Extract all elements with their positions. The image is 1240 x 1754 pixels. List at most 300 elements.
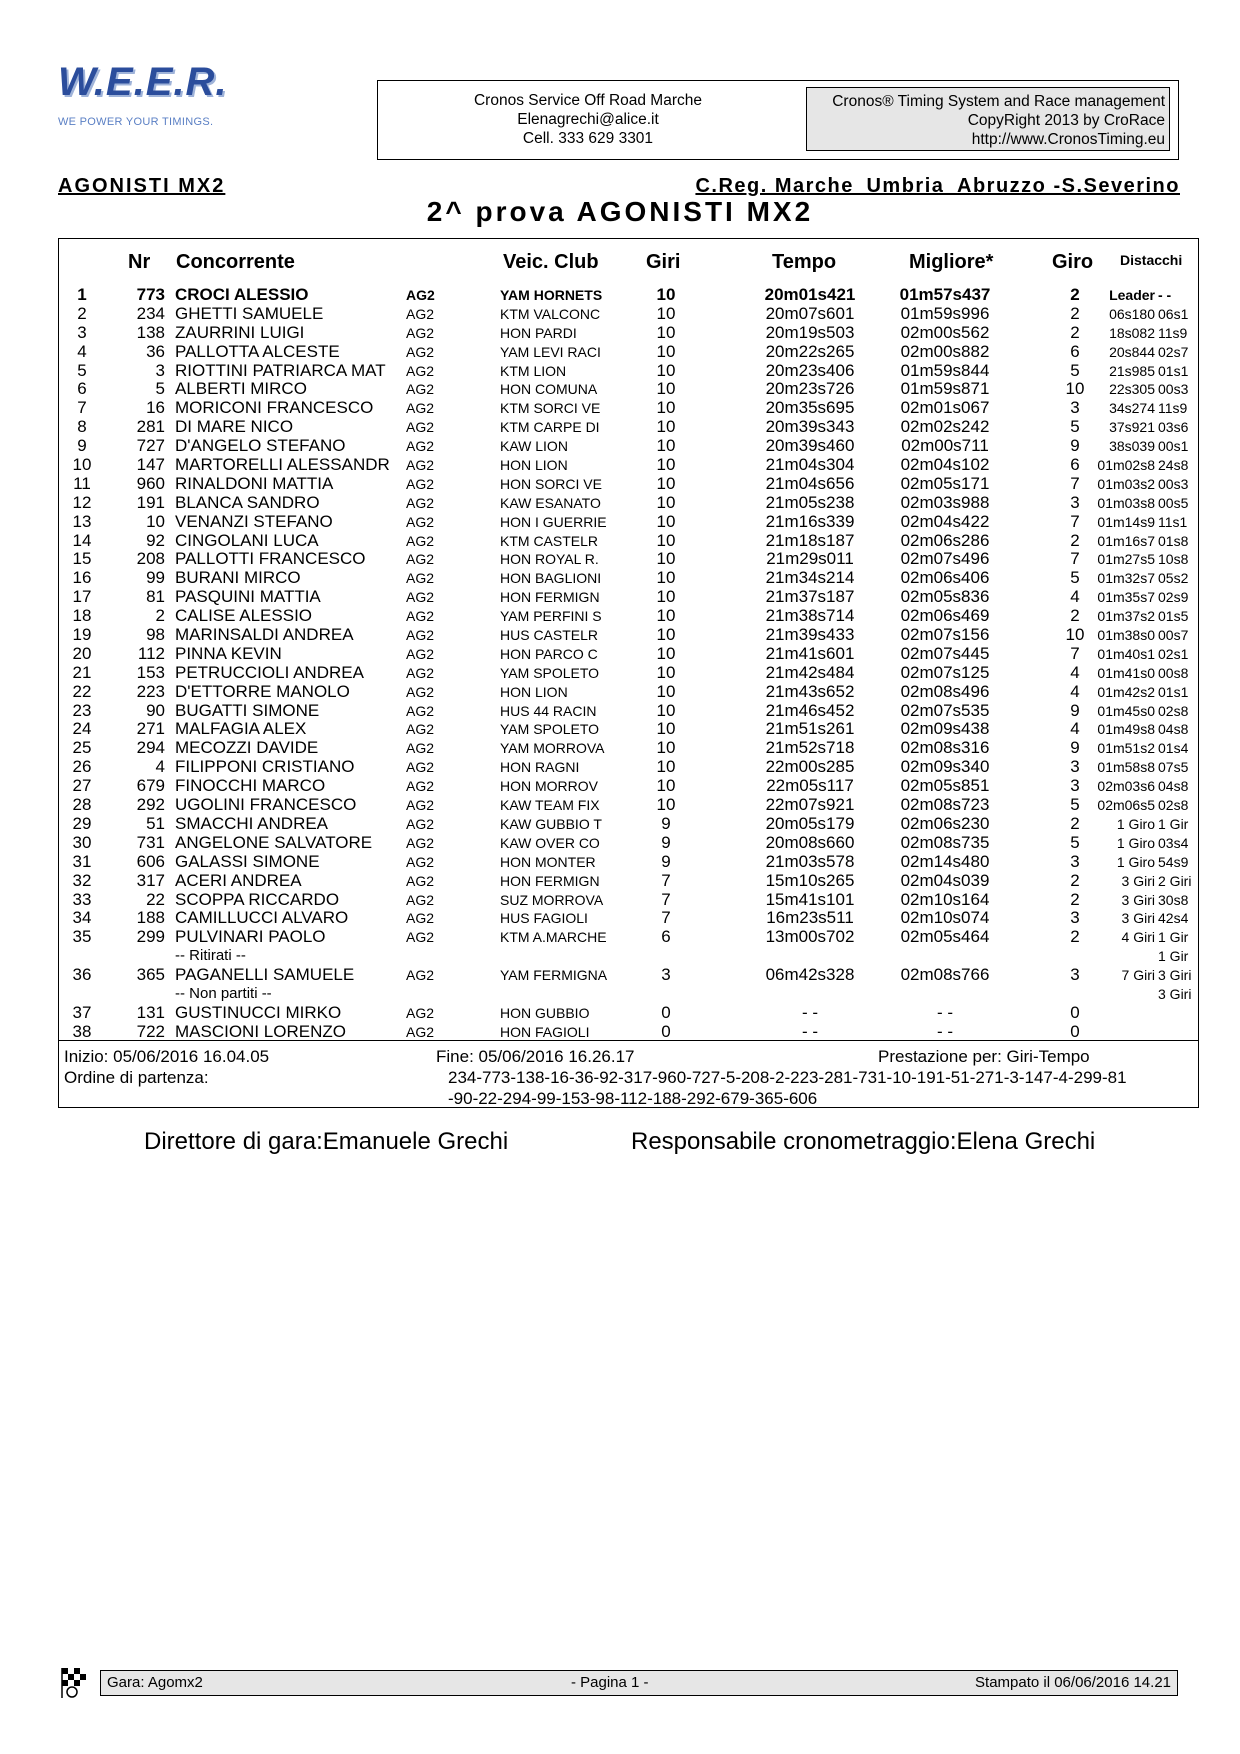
row-best-lap-no: 3 <box>1070 757 1080 777</box>
row-number: 90 <box>146 700 165 720</box>
row-club: HUS 44 RACIN <box>500 702 597 719</box>
organizer-phone: Cell. 333 629 3301 <box>522 130 654 147</box>
table-row <box>0 324 1240 343</box>
row-time: 21m43s652 <box>765 681 855 701</box>
row-best-lap: 02m07s156 <box>900 625 990 645</box>
row-number: 147 <box>136 455 165 475</box>
row-best-lap: 02m07s535 <box>900 700 990 720</box>
start-order-label: Ordine di partenza: <box>64 1068 209 1087</box>
row-competitor: MARINSALDI ANDREA <box>175 625 354 645</box>
row-laps: 10 <box>656 795 676 815</box>
row-time: 21m37s187 <box>765 587 855 607</box>
row-time: 21m39s433 <box>765 625 855 645</box>
row-time: 20m39s343 <box>765 417 855 437</box>
row-competitor: VENANZI STEFANO <box>175 511 333 531</box>
row-best-lap-no: 10 <box>1065 625 1085 645</box>
row-best-lap: 02m10s164 <box>900 889 990 909</box>
row-category: AG2 <box>406 532 435 549</box>
row-gap-previous: 3 Giri <box>1158 967 1192 984</box>
row-competitor: PALLOTTA ALCESTE <box>175 341 340 361</box>
row-best-lap-no: 3 <box>1070 965 1080 985</box>
row-gap-leader: 01m49s8 <box>1097 721 1155 738</box>
row-time: 21m46s452 <box>765 700 855 720</box>
row-club: KTM LION <box>500 362 567 379</box>
row-category: AG2 <box>406 494 435 511</box>
start-order-line: 234-773-138-16-36-92-317-960-727-5-208-2-223-281-731-10-191-51-271-3-147-4-299-81 <box>448 1068 1127 1087</box>
row-club: HON PARDI <box>500 324 577 341</box>
row-best-lap-no: 9 <box>1070 738 1080 758</box>
row-best-lap: 02m07s445 <box>900 643 990 663</box>
row-time: 21m51s261 <box>765 719 855 739</box>
row-laps: 10 <box>656 757 676 777</box>
row-position: 27 <box>72 776 92 796</box>
row-gap-previous: 04s8 <box>1158 778 1189 795</box>
row-number: 606 <box>136 851 165 871</box>
row-laps: 6 <box>661 927 671 947</box>
row-gap-leader: 06s180 <box>1109 305 1155 322</box>
row-number: 131 <box>136 1002 165 1022</box>
table-row <box>0 664 1240 683</box>
row-competitor: UGOLINI FRANCESCO <box>175 795 357 815</box>
row-laps: 10 <box>656 681 676 701</box>
row-position: 12 <box>72 492 92 512</box>
row-gap-previous: 00s1 <box>1158 438 1189 455</box>
table-row <box>0 928 1240 947</box>
row-gap-previous: 01s1 <box>1158 683 1189 700</box>
row-best-lap-no: 2 <box>1070 303 1080 323</box>
row-gap-leader: 02m06s5 <box>1097 797 1155 814</box>
row-position: 2 <box>77 303 87 323</box>
print-date: Stampato il 06/06/2016 14.21 <box>975 1674 1171 1691</box>
championship-label: C.Reg. Marche_Umbria_Abruzzo -S.Severino <box>695 175 1180 197</box>
row-time: 13m00s702 <box>765 927 855 947</box>
row-time: 16m23s511 <box>766 908 854 928</box>
row-best-lap-no: 10 <box>1065 379 1085 399</box>
row-gap-previous: 11s1 <box>1158 513 1188 530</box>
row-club: HON COMUNA <box>500 381 598 398</box>
row-competitor: MASCIONI LORENZO <box>175 1021 346 1041</box>
row-gap-leader: 01m32s7 <box>1097 570 1155 587</box>
row-laps: 10 <box>656 455 676 475</box>
row-laps: 10 <box>656 587 676 607</box>
row-position: 13 <box>72 511 92 531</box>
row-best-lap-no: 2 <box>1070 322 1080 342</box>
row-gap-leader: 01m02s8 <box>1097 457 1155 474</box>
row-position: 15 <box>72 549 92 569</box>
row-gap-leader: 01m51s2 <box>1097 740 1155 757</box>
row-gap-leader: 20s844 <box>1109 343 1155 360</box>
row-number: 773 <box>136 285 165 304</box>
row-number: 731 <box>136 832 165 852</box>
row-number: 234 <box>136 303 165 323</box>
row-best-lap-no: 3 <box>1070 492 1080 512</box>
race-end: Fine: 05/06/2016 16.26.17 <box>436 1047 635 1066</box>
table-row <box>0 513 1240 532</box>
table-row <box>0 418 1240 437</box>
row-number: 16 <box>146 398 165 418</box>
row-competitor: BURANI MIRCO <box>175 568 301 588</box>
row-category: AG2 <box>406 664 435 681</box>
table-row <box>0 343 1240 362</box>
row-laps: 10 <box>656 473 676 493</box>
table-row <box>0 305 1240 324</box>
row-best-lap-no: 7 <box>1070 643 1080 663</box>
row-category: AG2 <box>406 929 435 946</box>
row-competitor: GHETTI SAMUELE <box>175 303 324 323</box>
row-number: 3 <box>155 360 165 380</box>
row-laps: 10 <box>656 738 676 758</box>
row-laps: 10 <box>656 700 676 720</box>
row-number: 191 <box>136 492 165 512</box>
col-migliore: Migliore* <box>909 251 994 273</box>
row-club: YAM FERMIGNA <box>500 967 608 984</box>
row-position: 21 <box>72 662 92 682</box>
row-time: 21m29s011 <box>766 549 854 569</box>
row-category: AG2 <box>406 721 435 738</box>
row-laps: 10 <box>656 530 676 550</box>
row-number: 81 <box>146 587 165 607</box>
row-position: 38 <box>72 1021 92 1041</box>
table-row <box>0 532 1240 551</box>
row-number: 99 <box>146 568 165 588</box>
row-best-lap: 02m06s230 <box>900 813 990 833</box>
row-number: 271 <box>136 719 165 739</box>
row-laps: 7 <box>661 908 671 928</box>
row-best-lap: 02m06s286 <box>900 530 990 550</box>
table-row <box>0 1004 1240 1023</box>
row-time: 21m04s656 <box>765 473 855 493</box>
row-position: 5 <box>77 360 87 380</box>
table-row <box>0 1023 1240 1042</box>
row-laps: 10 <box>656 322 676 342</box>
row-number: 679 <box>136 776 165 796</box>
row-best-lap: - - <box>936 1002 954 1022</box>
row-category: AG2 <box>406 457 435 474</box>
row-best-lap-no: 2 <box>1070 606 1080 626</box>
checkered-flag-icon <box>58 1664 94 1700</box>
row-position: 25 <box>72 738 92 758</box>
row-category: AG2 <box>406 683 435 700</box>
row-gap-leader: 01m37s2 <box>1097 608 1155 625</box>
row-best-lap-no: 9 <box>1070 436 1080 456</box>
col-giri: Giri <box>646 251 681 273</box>
col-tempo: Tempo <box>772 251 837 273</box>
row-gap-previous: 30s8 <box>1158 891 1189 908</box>
row-competitor: GUSTINUCCI MIRKO <box>175 1002 342 1022</box>
row-best-lap: 02m08s766 <box>900 965 990 985</box>
section-label-row <box>0 947 1240 966</box>
category-label: AGONISTI MX2 <box>58 175 226 197</box>
row-laps: 10 <box>656 360 676 380</box>
row-position: 20 <box>72 643 92 663</box>
row-best-lap-no: 3 <box>1070 851 1080 871</box>
table-row <box>0 626 1240 645</box>
table-row <box>0 362 1240 381</box>
row-club: KAW TEAM FIX <box>500 797 600 814</box>
row-position: 33 <box>72 889 92 909</box>
row-number: 223 <box>136 681 165 701</box>
row-laps: 10 <box>656 776 676 796</box>
row-position: 24 <box>72 719 92 739</box>
row-gap-previous: 02s8 <box>1158 797 1189 814</box>
row-gap-previous: 02s8 <box>1158 702 1189 719</box>
row-best-lap-no: 2 <box>1070 285 1080 304</box>
results-table <box>0 286 1240 1042</box>
row-gap-previous: 01s4 <box>1158 740 1189 757</box>
row-gap-leader: 01m41s0 <box>1097 664 1155 681</box>
row-category: AG2 <box>406 967 435 984</box>
row-time: 20m19s503 <box>765 322 855 342</box>
row-best-lap-no: 3 <box>1070 776 1080 796</box>
row-best-lap-no: 5 <box>1070 417 1080 437</box>
row-competitor: D'ETTORRE MANOLO <box>175 681 350 701</box>
row-laps: 3 <box>661 965 671 985</box>
row-category: AG2 <box>406 797 435 814</box>
start-order <box>448 1067 1208 1109</box>
row-competitor: MORICONI FRANCESCO <box>175 398 374 418</box>
table-row <box>0 494 1240 513</box>
row-best-lap-no: 5 <box>1070 795 1080 815</box>
row-best-lap: - - <box>936 1021 954 1041</box>
row-gap-previous: 01s8 <box>1158 532 1189 549</box>
row-gap-previous: 10s8 <box>1158 551 1189 568</box>
row-laps: 10 <box>656 285 676 304</box>
section-label-row <box>0 985 1240 1004</box>
timing-manager: Responsabile cronometraggio:Elena Grechi <box>631 1128 1096 1155</box>
row-gap-previous: 00s7 <box>1158 627 1189 644</box>
row-club: HON FAGIOLI <box>500 1023 590 1040</box>
row-time: 20m35s695 <box>765 398 855 418</box>
row-category: AG2 <box>406 778 435 795</box>
row-best-lap: 02m10s074 <box>900 908 990 928</box>
row-number: 51 <box>146 813 165 833</box>
row-best-lap: 02m08s496 <box>900 681 990 701</box>
row-category: AG2 <box>406 343 435 360</box>
row-best-lap-no: 2 <box>1070 530 1080 550</box>
row-position: 30 <box>72 832 92 852</box>
section-label: -- Non partiti -- <box>175 984 272 1002</box>
row-best-lap-no: 6 <box>1070 341 1080 361</box>
row-gap-previous: 01s1 <box>1158 362 1189 379</box>
row-gap-leader: 01m42s2 <box>1097 683 1155 700</box>
row-club: HON SORCI VE <box>500 475 602 492</box>
row-time: 15m10s265 <box>765 870 855 890</box>
row-gap-leader: 01m38s0 <box>1097 627 1155 644</box>
col-giro: Giro <box>1052 251 1094 273</box>
row-time: 21m16s339 <box>765 511 855 531</box>
row-competitor: PULVINARI PAOLO <box>175 927 326 947</box>
row-time: 21m03s578 <box>765 851 855 871</box>
row-gap-previous: 04s8 <box>1158 721 1189 738</box>
row-category: AG2 <box>406 400 435 417</box>
row-category: AG2 <box>406 834 435 851</box>
row-gap-previous: 1 Gir <box>1158 929 1189 946</box>
row-gap-leader: 1 Giro <box>1116 853 1155 870</box>
row-position: 11 <box>73 473 91 493</box>
row-gap-leader: 3 Giri <box>1121 872 1155 889</box>
row-position: 28 <box>72 795 92 815</box>
row-laps: 10 <box>656 568 676 588</box>
row-gap-leader: 18s082 <box>1109 324 1155 341</box>
row-time: 20m01s421 <box>764 285 856 304</box>
row-best-lap-no: 3 <box>1070 908 1080 928</box>
row-gap-previous: 02s1 <box>1158 645 1189 662</box>
row-laps: 10 <box>656 549 676 569</box>
row-best-lap-no: 2 <box>1070 927 1080 947</box>
row-competitor: PAGANELLI SAMUELE <box>175 965 355 985</box>
row-best-lap: 02m00s882 <box>900 341 990 361</box>
row-position: 8 <box>77 417 87 437</box>
row-best-lap: 02m01s067 <box>900 398 990 418</box>
row-gap-previous: 00s3 <box>1158 475 1189 492</box>
row-club: KAW GUBBIO T <box>500 815 602 832</box>
row-best-lap-no: 2 <box>1070 870 1080 890</box>
row-gap-leader: 34s274 <box>1109 400 1155 417</box>
row-best-lap: 02m04s102 <box>900 455 990 475</box>
row-gap-leader: 38s039 <box>1109 438 1155 455</box>
row-laps: 9 <box>661 832 671 852</box>
row-competitor: GALASSI SIMONE <box>175 851 320 871</box>
row-laps: 10 <box>656 625 676 645</box>
table-row <box>0 758 1240 777</box>
row-position: 23 <box>72 700 92 720</box>
row-number: 960 <box>136 473 165 493</box>
row-gap-previous: 24s8 <box>1158 457 1189 474</box>
row-gap-previous: 00s3 <box>1158 381 1189 398</box>
row-number: 2 <box>155 606 165 626</box>
row-competitor: PETRUCCIOLI ANDREA <box>175 662 364 682</box>
col-veic-club: Veic. Club <box>503 251 599 273</box>
row-laps: 10 <box>656 606 676 626</box>
cronos-system: Cronos® Timing System and Race management <box>832 93 1165 110</box>
logo-tagline: WE POWER YOUR TIMINGS. <box>58 116 214 128</box>
cronos-copyright: CopyRight 2013 by CroRace <box>967 112 1165 129</box>
row-club: YAM SPOLETO <box>500 721 600 738</box>
row-category: AG2 <box>406 513 435 530</box>
row-position: 16 <box>72 568 92 588</box>
row-gap-previous: 1 Gir <box>1158 815 1189 832</box>
row-gap-previous: 11s9 <box>1158 400 1188 417</box>
row-gap-leader: 02m03s6 <box>1097 778 1155 795</box>
row-competitor: MECOZZI DAVIDE <box>175 738 319 758</box>
table-row <box>0 777 1240 796</box>
row-club: HON RAGNI <box>500 759 580 776</box>
row-best-lap-no: 5 <box>1070 360 1080 380</box>
row-position: 17 <box>72 587 92 607</box>
row-club: HON MONTER <box>500 853 596 870</box>
row-position: 22 <box>72 681 92 701</box>
row-gap-leader: 3 Giri <box>1121 891 1155 908</box>
row-position: 37 <box>72 1002 92 1022</box>
row-competitor: CAMILLUCCI ALVARO <box>175 908 349 928</box>
row-category: AG2 <box>406 872 435 889</box>
row-number: 4 <box>155 757 165 777</box>
row-competitor: DI MARE NICO <box>175 417 294 437</box>
row-number: 365 <box>136 965 165 985</box>
row-gap-leader: 3 Giri <box>1121 910 1155 927</box>
row-position: 26 <box>72 757 92 777</box>
race-start: Inizio: 05/06/2016 16.04.05 <box>64 1047 270 1066</box>
row-gap-previous: 05s2 <box>1158 570 1189 587</box>
row-club: YAM SPOLETO <box>500 664 600 681</box>
row-best-lap-no: 5 <box>1070 568 1080 588</box>
row-competitor: FINOCCHI MARCO <box>175 776 326 796</box>
row-number: 188 <box>136 908 165 928</box>
row-gap-previous: 02s9 <box>1158 589 1189 606</box>
row-time: 21m38s714 <box>765 606 855 626</box>
row-category: AG2 <box>406 891 435 908</box>
table-row <box>0 286 1240 305</box>
row-laps: 0 <box>661 1021 671 1041</box>
row-club: YAM HORNETS <box>500 287 603 303</box>
table-row <box>0 475 1240 494</box>
row-number: 153 <box>136 662 165 682</box>
row-gap-previous: 03s6 <box>1158 419 1189 436</box>
row-laps: 10 <box>656 511 676 531</box>
row-number: 727 <box>136 436 165 456</box>
page-title: 2^ prova AGONISTI MX2 <box>426 196 814 227</box>
row-club: HON MORROV <box>500 778 598 795</box>
row-competitor: ALBERTI MIRCO <box>175 379 307 399</box>
row-category: AG2 <box>406 1023 435 1040</box>
row-gap-leader: 01m03s8 <box>1097 494 1155 511</box>
row-gap-previous: 11s9 <box>1158 324 1188 341</box>
row-laps: 9 <box>661 813 671 833</box>
row-gap-leader: 01m40s1 <box>1097 645 1155 662</box>
row-gap-leader: 1 Giro <box>1116 815 1155 832</box>
row-best-lap: 01m57s437 <box>899 285 991 304</box>
row-position: 32 <box>72 870 92 890</box>
row-laps: 7 <box>661 889 671 909</box>
row-best-lap: 02m04s422 <box>900 511 990 531</box>
row-gap-previous: 3 Giri <box>1158 985 1192 1002</box>
row-number: 281 <box>136 417 165 437</box>
row-gap-leader: 37s921 <box>1109 419 1155 436</box>
row-club: HUS CASTELR <box>500 627 599 644</box>
row-position: 3 <box>77 322 87 342</box>
row-gap-previous: 2 Giri <box>1158 872 1192 889</box>
table-row <box>0 834 1240 853</box>
row-best-lap-no: 5 <box>1070 832 1080 852</box>
row-gap-leader: 01m27s5 <box>1097 551 1155 568</box>
row-position: 14 <box>72 530 92 550</box>
row-time: 21m52s718 <box>765 738 855 758</box>
row-time: 06m42s328 <box>765 965 855 985</box>
race-director: Direttore di gara:Emanuele Grechi <box>144 1128 509 1155</box>
table-row <box>0 720 1240 739</box>
row-number: 722 <box>136 1021 165 1041</box>
row-time: 22m00s285 <box>765 757 855 777</box>
row-gap-leader: 01m03s2 <box>1097 475 1155 492</box>
row-gap-previous: 02s7 <box>1158 343 1189 360</box>
row-club: KAW LION <box>500 438 568 455</box>
row-position: 10 <box>72 455 92 475</box>
performance-type: Prestazione per: Giri-Tempo <box>878 1047 1090 1066</box>
race-name: Gara: Agomx2 <box>107 1674 203 1691</box>
col-concorrente: Concorrente <box>176 251 295 273</box>
row-category: AG2 <box>406 381 435 398</box>
row-best-lap: 02m08s723 <box>900 795 990 815</box>
row-club: HON LION <box>500 457 568 474</box>
row-gap-leader: 01m16s7 <box>1097 532 1155 549</box>
row-competitor: ANGELONE SALVATORE <box>175 832 373 852</box>
row-category: AG2 <box>406 815 435 832</box>
table-row <box>0 796 1240 815</box>
row-category: AG2 <box>406 287 435 303</box>
row-competitor: ACERI ANDREA <box>175 870 302 890</box>
row-best-lap-no: 4 <box>1070 662 1080 682</box>
row-gap-previous: 07s5 <box>1158 759 1189 776</box>
